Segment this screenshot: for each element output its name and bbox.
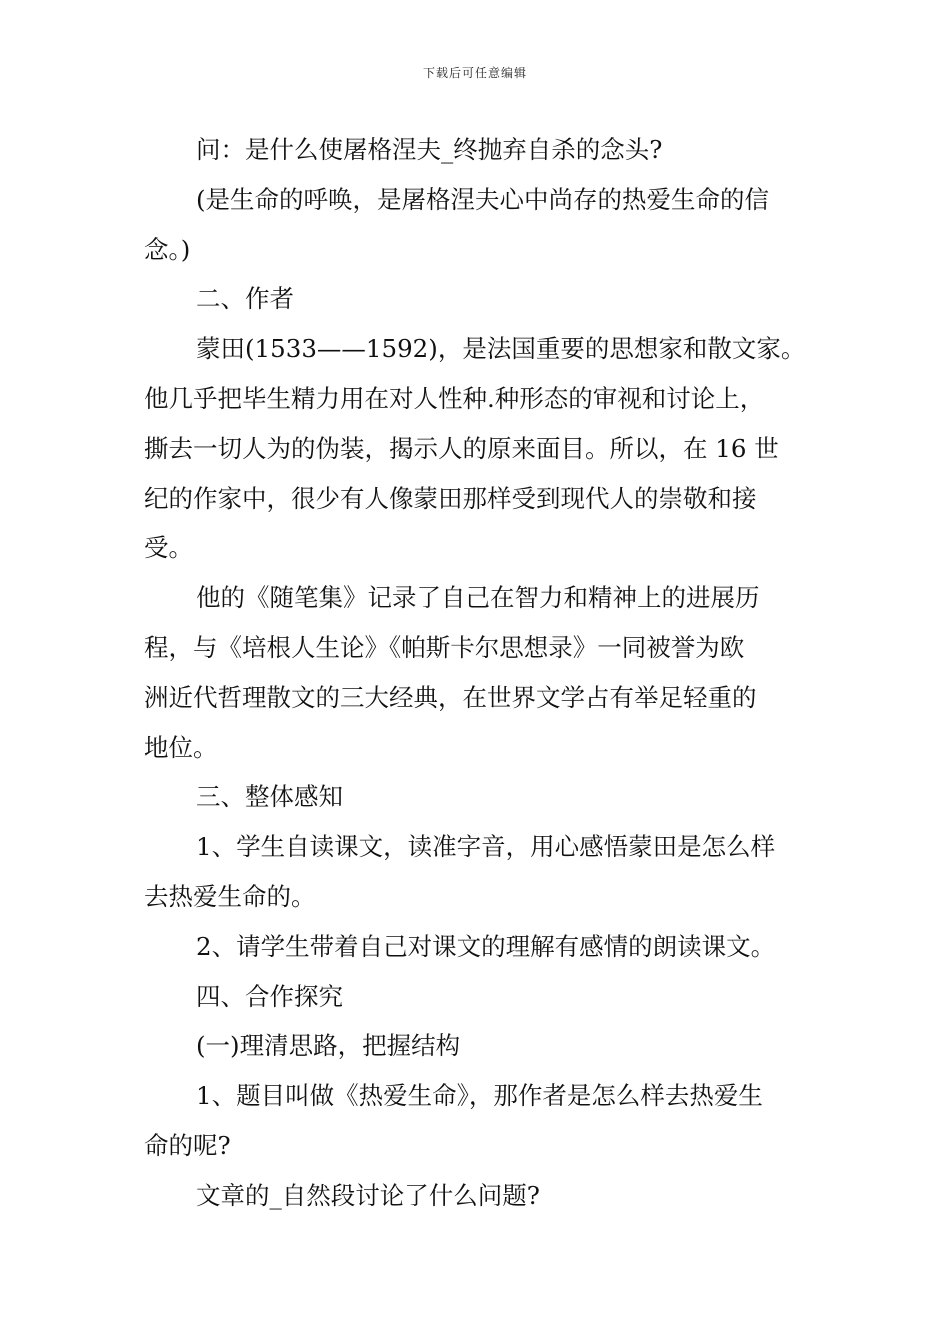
answer-line: (是生命的呼唤，是屠格涅夫心中尚存的热爱生命的信 [196,184,770,214]
list-item-line: 1、题目叫做《热爱生命》，那作者是怎么样去热爱生 [196,1081,763,1111]
question-line: 文章的_自然段讨论了什么问题? [196,1180,540,1210]
subsection-heading: (一)理清思路，把握结构 [196,1031,461,1061]
section-heading-author: 二、作者 [196,284,294,314]
list-item-line: 2、请学生带着自己对课文的理解有感情的朗读课文。 [196,931,776,961]
paragraph-line: 纪的作家中，很少有人像蒙田那样受到现代人的崇敬和接 [144,483,757,513]
page-header: 下载后可任意编辑 [422,66,527,80]
section-heading-overview: 三、整体感知 [196,782,343,812]
paragraph-line: 蒙田(1533——1592)，是法国重要的思想家和散文家。 [196,334,806,364]
section-heading-inquiry: 四、合作探究 [196,981,343,1011]
paragraph-line: 程，与《培根人生论》《帕斯卡尔思想录》一同被誉为欧 [144,632,745,662]
paragraph-line: 洲近代哲理散文的三大经典，在世界文学占有举足轻重的 [144,682,757,712]
answer-continuation: 念。) [144,234,191,264]
list-item-line: 命的呢? [144,1130,231,1160]
paragraph-line: 他几乎把毕生精力用在对人性种.种形态的审视和讨论上， [144,383,765,413]
paragraph-line: 受。 [144,533,193,563]
paragraph-line: 地位。 [144,732,218,762]
list-item-line: 去热爱生命的。 [144,881,316,911]
list-item-line: 1、学生自读课文，读准字音，用心感悟蒙田是怎么样 [196,832,776,862]
paragraph-line: 撕去一切人为的伪装，揭示人的原来面目。所以，在 16 世 [144,433,779,463]
question-line: 问：是什么使屠格涅夫_终抛弃自杀的念头? [196,135,663,164]
document-body [144,125,814,1221]
paragraph-line: 他的《随笔集》记录了自己在智力和精神上的进展历 [196,583,760,613]
